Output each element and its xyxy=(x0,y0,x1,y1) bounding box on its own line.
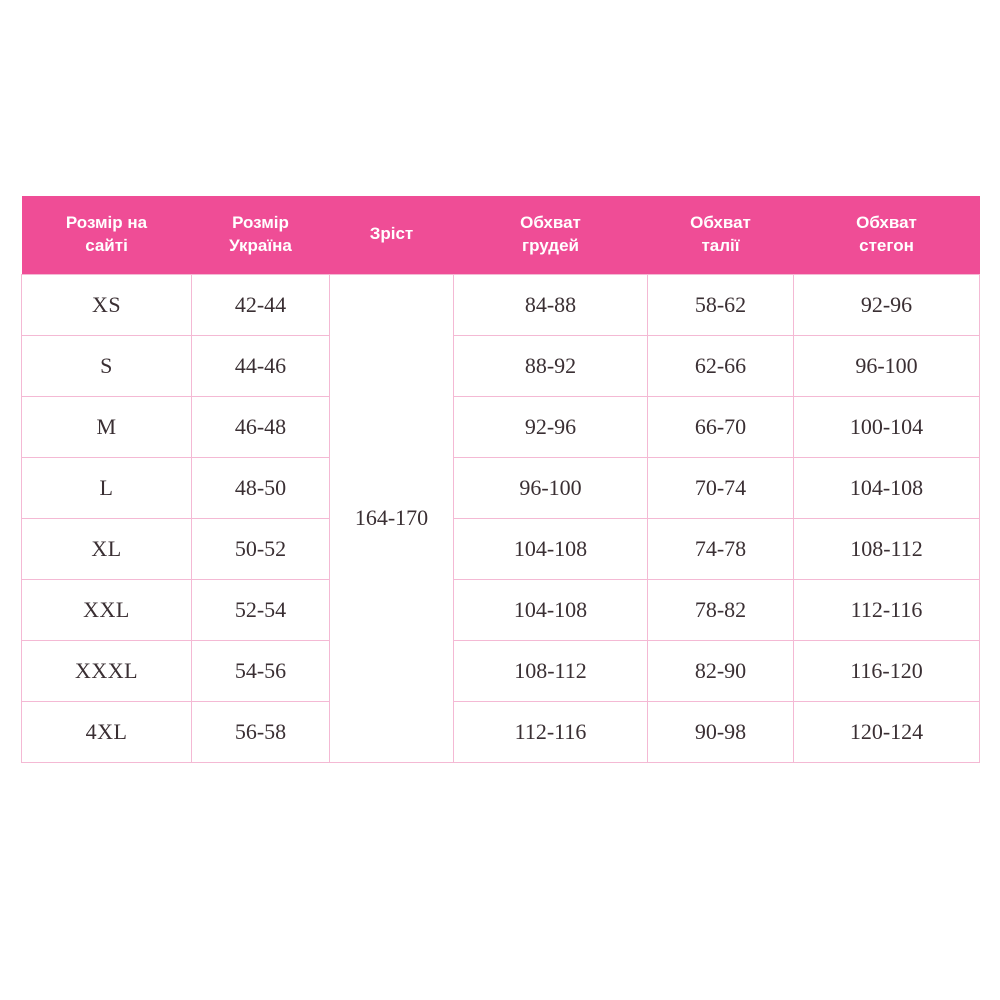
cell-site-size: XXL xyxy=(22,579,192,640)
size-chart-table xyxy=(21,196,980,763)
cell-chest: 104-108 xyxy=(454,579,648,640)
table-row xyxy=(22,274,980,335)
cell-site-size: 4XL xyxy=(22,701,192,762)
cell-chest: 108-112 xyxy=(454,640,648,701)
cell-ua-size: 52-54 xyxy=(192,579,330,640)
table-row xyxy=(22,518,980,579)
cell-site-size: L xyxy=(22,457,192,518)
cell-hips: 92-96 xyxy=(794,274,980,335)
cell-site-size: XXXL xyxy=(22,640,192,701)
cell-waist: 82-90 xyxy=(648,640,794,701)
column-header-site-size: Розмір на сайті xyxy=(22,196,192,274)
cell-chest: 112-116 xyxy=(454,701,648,762)
cell-site-size: S xyxy=(22,335,192,396)
column-header-ua-size: Розмір Україна xyxy=(192,196,330,274)
column-header-chest: Обхват грудей xyxy=(454,196,648,274)
table-header xyxy=(22,196,980,274)
column-header-height: Зріст xyxy=(330,196,454,274)
cell-hips: 100-104 xyxy=(794,396,980,457)
cell-chest: 92-96 xyxy=(454,396,648,457)
cell-ua-size: 46-48 xyxy=(192,396,330,457)
cell-waist: 62-66 xyxy=(648,335,794,396)
cell-ua-size: 50-52 xyxy=(192,518,330,579)
column-header-waist: Обхват талії xyxy=(648,196,794,274)
cell-chest: 88-92 xyxy=(454,335,648,396)
column-header-hips: Обхват стегон xyxy=(794,196,980,274)
table-row xyxy=(22,701,980,762)
table-row xyxy=(22,335,980,396)
cell-ua-size: 42-44 xyxy=(192,274,330,335)
cell-ua-size: 56-58 xyxy=(192,701,330,762)
cell-waist: 58-62 xyxy=(648,274,794,335)
table-row xyxy=(22,396,980,457)
cell-hips: 116-120 xyxy=(794,640,980,701)
cell-hips: 108-112 xyxy=(794,518,980,579)
table-row xyxy=(22,640,980,701)
table-row xyxy=(22,579,980,640)
cell-ua-size: 54-56 xyxy=(192,640,330,701)
cell-hips: 112-116 xyxy=(794,579,980,640)
cell-hips: 96-100 xyxy=(794,335,980,396)
table-header-row xyxy=(22,196,980,274)
cell-chest: 84-88 xyxy=(454,274,648,335)
cell-hips: 104-108 xyxy=(794,457,980,518)
cell-waist: 66-70 xyxy=(648,396,794,457)
cell-ua-size: 48-50 xyxy=(192,457,330,518)
cell-ua-size: 44-46 xyxy=(192,335,330,396)
cell-site-size: XL xyxy=(22,518,192,579)
cell-waist: 90-98 xyxy=(648,701,794,762)
cell-site-size: M xyxy=(22,396,192,457)
cell-waist: 74-78 xyxy=(648,518,794,579)
cell-site-size: XS xyxy=(22,274,192,335)
table-row xyxy=(22,457,980,518)
cell-waist: 78-82 xyxy=(648,579,794,640)
cell-chest: 104-108 xyxy=(454,518,648,579)
cell-waist: 70-74 xyxy=(648,457,794,518)
table-body xyxy=(22,274,980,762)
cell-chest: 96-100 xyxy=(454,457,648,518)
size-chart-container xyxy=(21,196,979,763)
cell-height: 164-170 xyxy=(330,274,454,762)
cell-hips: 120-124 xyxy=(794,701,980,762)
